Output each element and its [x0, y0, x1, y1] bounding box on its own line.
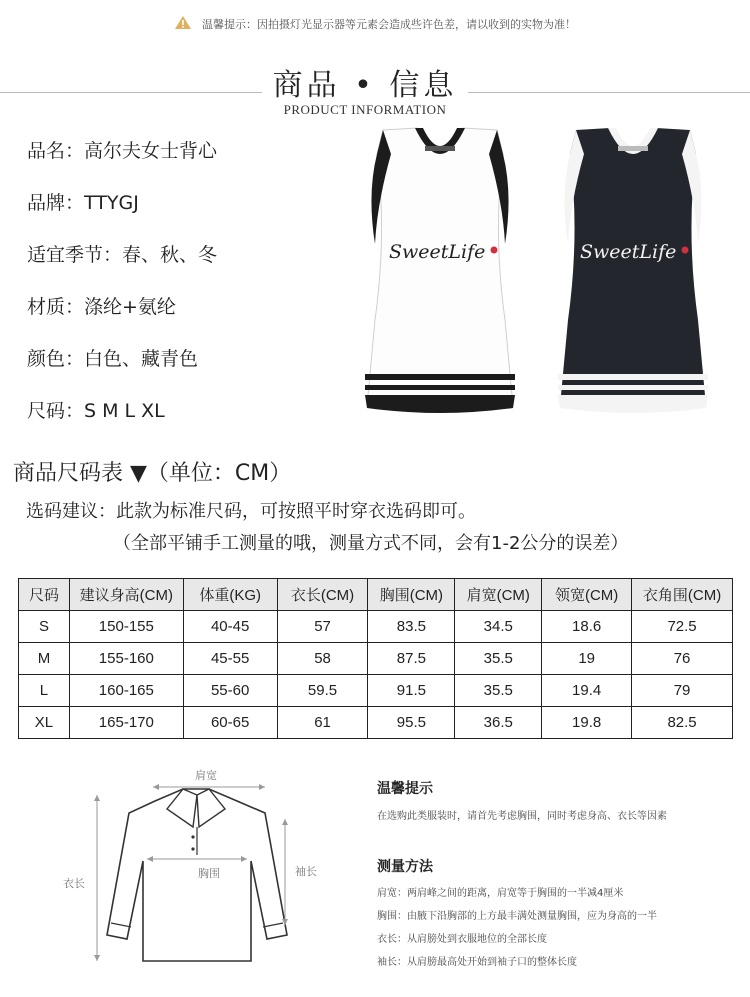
method-sleeve: 袖长：从肩膀最高处开始到袖子口的整体长度: [377, 957, 577, 968]
measurement-diagram: [55, 765, 335, 984]
size-table: [18, 578, 733, 739]
method-title: 测量方法: [377, 859, 433, 875]
table-row: [19, 611, 733, 643]
table-cell: XL: [19, 707, 70, 739]
method-shoulder: 肩宽：两肩峰之间的距离，肩宽等于胸围的一半减4厘米: [377, 888, 624, 899]
divider-left: [0, 92, 262, 93]
measurement-note: （全部平铺手工测量的哦，测量方式不同，会有1-2公分的误差）: [113, 533, 629, 554]
product-info-list: [27, 138, 217, 450]
notice-text: 温馨提示：因拍摄灯光显示器等元素会造成些许色差，请以收到的实物为准！: [202, 18, 576, 31]
table-cell: 36.5: [455, 707, 542, 739]
sleeve-label: 袖长: [295, 865, 317, 878]
info-brand: 品牌：TTYGJ: [27, 192, 139, 214]
warning-triangle-icon: [174, 15, 192, 33]
header-chest: 胸围(CM): [368, 579, 455, 611]
info-sizes: 尺码：S M L XL: [27, 400, 165, 422]
table-cell: 57: [277, 611, 368, 643]
table-cell: 87.5: [368, 643, 455, 675]
table-cell: 40-45: [183, 611, 277, 643]
color-notice: [0, 15, 750, 33]
table-cell: 19.4: [542, 675, 632, 707]
table-row: [19, 707, 733, 739]
table-cell: 60-65: [183, 707, 277, 739]
method-length: 衣长：从肩膀处到衣服地位的全部长度: [377, 934, 547, 945]
table-cell: 95.5: [368, 707, 455, 739]
table-cell: 91.5: [368, 675, 455, 707]
method-chest: 胸围：由腋下沿胸部的上方最丰满处测量胸围，应为身高的一半: [377, 911, 657, 922]
length-label: 衣长: [63, 877, 85, 890]
table-cell: 150-155: [69, 611, 183, 643]
svg-text:SweetLife: SweetLife: [580, 241, 677, 263]
table-cell: 58: [277, 643, 368, 675]
table-cell: 34.5: [455, 611, 542, 643]
header-size: 尺码: [19, 579, 70, 611]
table-header-row: [19, 579, 733, 611]
table-cell: 19: [542, 643, 632, 675]
table-cell: 35.5: [455, 675, 542, 707]
info-color: 颜色：白色、藏青色: [27, 348, 199, 370]
table-cell: 72.5: [632, 611, 733, 643]
divider-right: [468, 92, 750, 93]
table-cell: 19.8: [542, 707, 632, 739]
table-row: [19, 675, 733, 707]
section-title: [0, 58, 750, 128]
table-cell: 83.5: [368, 611, 455, 643]
size-advice: 选码建议：此款为标准尺码，可按照平时穿衣选码即可。: [26, 501, 476, 522]
tips-title: 温馨提示: [377, 781, 433, 797]
table-row: [19, 643, 733, 675]
table-cell: L: [19, 675, 70, 707]
svg-text:SweetLife: SweetLife: [389, 241, 486, 263]
white-vest-image: [355, 124, 525, 420]
tips-text: 在选购此类服装时，请首先考虑胸围，同时考虑身高、衣长等因素: [377, 811, 667, 822]
section-title-cn: 商品 • 信息: [272, 68, 458, 103]
size-chart-heading: 商品尺码表 ▼（单位：CM）: [13, 461, 292, 486]
shoulder-label: 肩宽: [195, 769, 217, 782]
section-title-en: PRODUCT INFORMATION: [283, 102, 447, 117]
table-cell: 82.5: [632, 707, 733, 739]
table-cell: 76: [632, 643, 733, 675]
info-name: 品名：高尔夫女士背心: [27, 140, 218, 162]
tips-panel: [377, 778, 667, 980]
chest-label: 胸围: [198, 867, 220, 880]
header-weight: 体重(KG): [183, 579, 277, 611]
table-cell: 155-160: [69, 643, 183, 675]
table-cell: 61: [277, 707, 368, 739]
header-neck: 领宽(CM): [542, 579, 632, 611]
header-length: 衣长(CM): [277, 579, 368, 611]
table-cell: 79: [632, 675, 733, 707]
table-cell: 45-55: [183, 643, 277, 675]
table-cell: 59.5: [277, 675, 368, 707]
table-cell: 35.5: [455, 643, 542, 675]
table-cell: 55-60: [183, 675, 277, 707]
table-cell: 18.6: [542, 611, 632, 643]
header-height: 建议身高(CM): [69, 579, 183, 611]
info-material: 材质：涤纶+氨纶: [27, 296, 176, 318]
navy-vest-image: [548, 124, 718, 420]
table-cell: S: [19, 611, 70, 643]
info-season: 适宜季节：春、秋、冬: [27, 244, 218, 266]
table-cell: 160-165: [69, 675, 183, 707]
header-shoulder: 肩宽(CM): [455, 579, 542, 611]
table-cell: 165-170: [69, 707, 183, 739]
header-hem: 衣角围(CM): [632, 579, 733, 611]
table-cell: M: [19, 643, 70, 675]
